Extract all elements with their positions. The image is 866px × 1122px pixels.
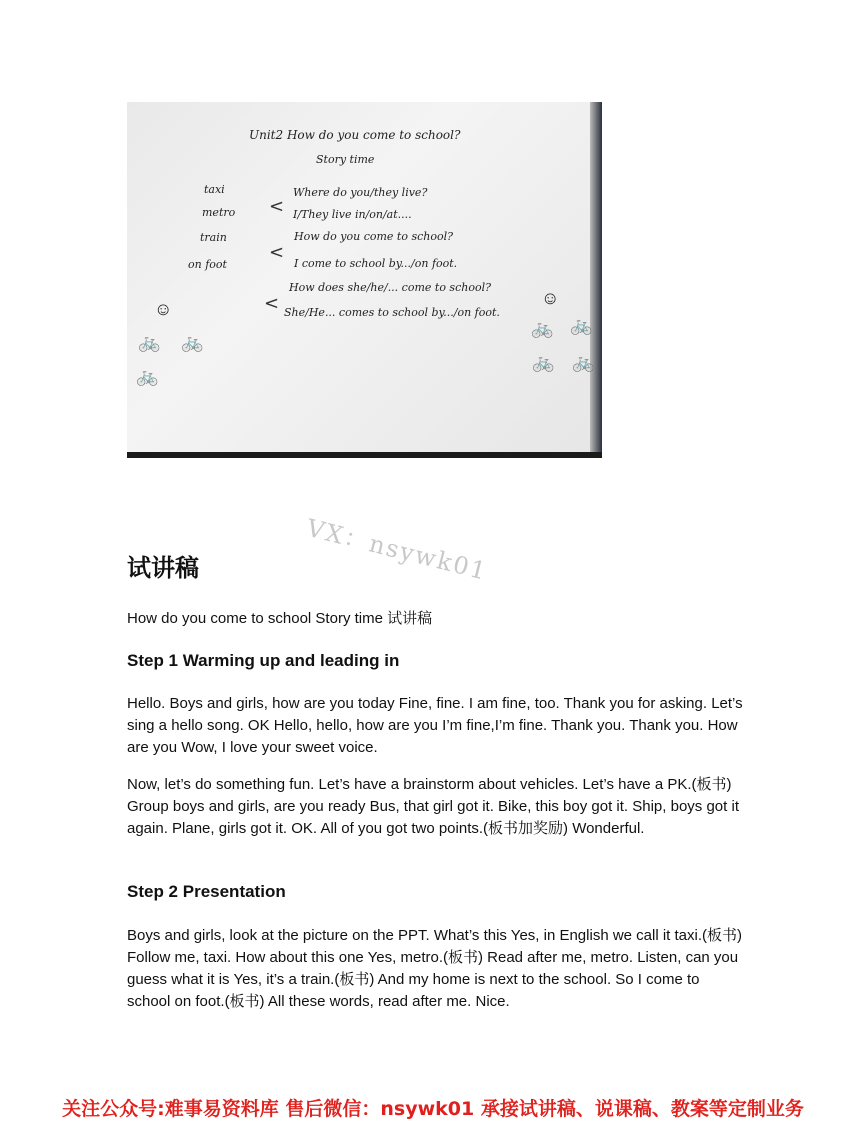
footer-banner: 关注公众号:难事易资料库 售后微信：nsywk01 承接试讲稿、说课稿、教案等定制业务 xyxy=(62,1098,804,1120)
bicycle-icon: 🚲 xyxy=(531,318,554,338)
bicycle-icon: 🚲 xyxy=(136,366,159,386)
photo-line: I come to school by.../on foot. xyxy=(294,257,458,270)
girl-face-icon: ☺ xyxy=(154,299,173,319)
step2-paragraph: Boys and girls, look at the picture on the PPT. What’s this Yes, in English we call it taxi.(板书) Follow me, taxi. How about this one Yes, metro.(板书) Read after me, metro. Listen, can you guess what it is Yes, it’s a train.(板书) And my home is next to the school. So I come to school on foot.(板书) All these words, read after me. Nice. xyxy=(127,927,743,1010)
photo-line: Where do you/they live? xyxy=(293,186,428,199)
document-subtitle: How do you come to school Story time 试讲稿 xyxy=(127,610,433,627)
bicycle-icon: 🚲 xyxy=(138,332,161,352)
blackboard-photo xyxy=(127,102,602,458)
bicycle-icon: 🚲 xyxy=(181,332,204,352)
notebook-edge xyxy=(590,102,602,452)
bracket-icon: < xyxy=(264,293,280,314)
photo-line: I/They live in/on/at.... xyxy=(293,208,412,221)
photo-line: How do you come to school? xyxy=(294,230,454,243)
page-heading: 试讲稿 xyxy=(127,555,199,582)
boy-face-icon: ☺ xyxy=(541,288,560,308)
step1-paragraph: Now, let’s do something fun. Let’s have a brainstorm about vehicles. Let’s have a PK.(板书) Group boys and girls, are you ready Bus, that girl got it. Bike, this boy got it. Ship, boys got it again. Plane, girls got it. OK. All of you got two points.(板书加奖励) Wonderful. xyxy=(127,776,739,837)
bicycle-icon: 🚲 xyxy=(572,352,595,372)
photo-word: on foot xyxy=(188,258,227,271)
photo-subtitle: Story time xyxy=(316,153,375,166)
photo-word: taxi xyxy=(204,183,225,196)
bicycle-icon: 🚲 xyxy=(532,352,555,372)
bracket-icon: < xyxy=(269,196,285,217)
photo-title: Unit2 How do you come to school? xyxy=(249,128,461,142)
watermark: VX：nsywk01 xyxy=(303,513,491,586)
photo-word: train xyxy=(200,231,227,244)
step2-heading: Step 2 Presentation xyxy=(127,882,286,901)
step1-paragraph: Hello. Boys and girls, how are you today Fine, fine. I am fine, too. Thank you for asking. Let’s sing a hello song. OK Hello, hello, how are you I’m fine,I’m fine. Thank you. Thank you. How are you Wow, I love your sweet voice. xyxy=(127,695,743,756)
photo-word: metro xyxy=(202,206,236,219)
bicycle-icon: 🚲 xyxy=(570,315,593,335)
photo-line: How does she/he/... come to school? xyxy=(289,281,491,294)
bracket-icon: < xyxy=(269,242,285,263)
photo-line: She/He... comes to school by.../on foot. xyxy=(284,306,500,319)
step1-heading: Step 1 Warming up and leading in xyxy=(127,651,400,670)
